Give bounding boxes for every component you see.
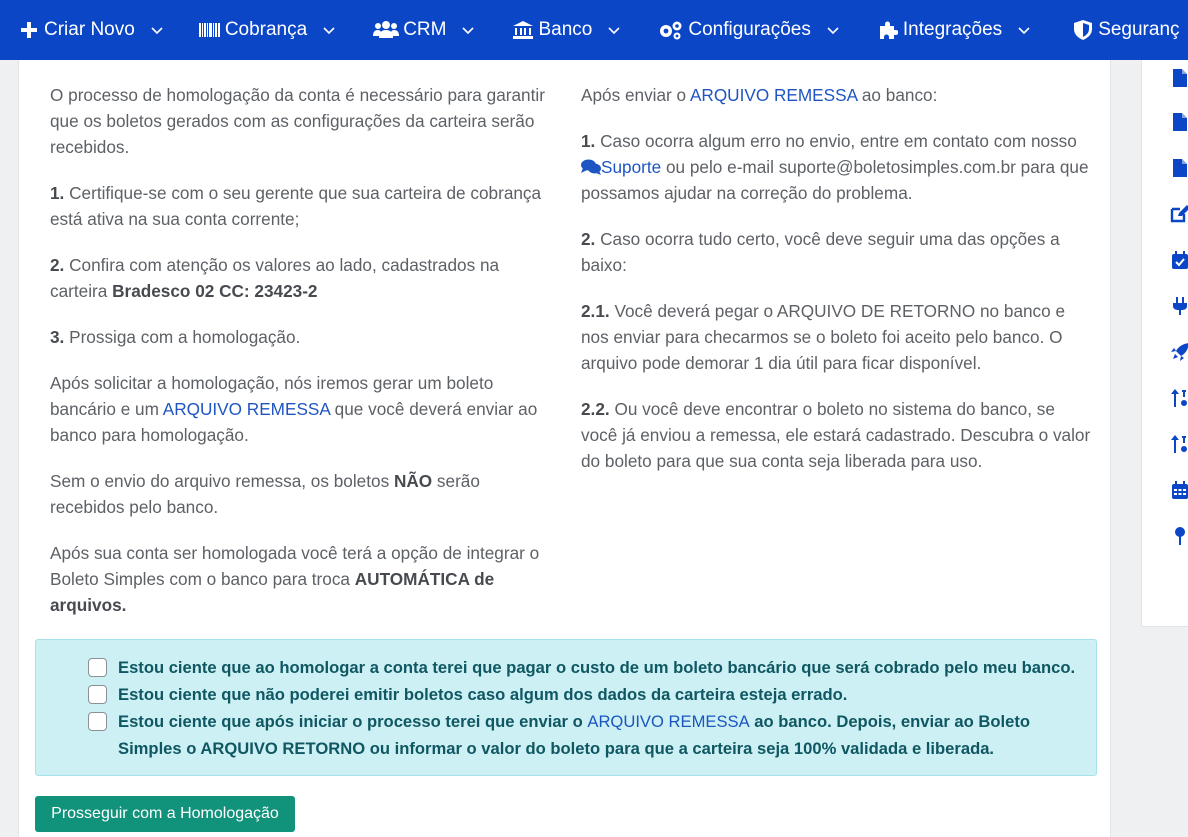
text: Caso ocorra tudo certo, você deve seguir uma das opções a baixo:: [581, 229, 1060, 275]
file-icon[interactable]: [1170, 158, 1188, 178]
text: Após enviar o: [581, 85, 690, 105]
nav-label: Integrações: [902, 19, 1003, 40]
map-pin-icon[interactable]: [1170, 526, 1188, 546]
nav-label: Cobrança: [224, 19, 308, 40]
suporte-label: Suporte: [601, 157, 662, 177]
sort-numeric-icon[interactable]: [1170, 388, 1188, 408]
text: Após solicitar a homologação, nós iremos gerar um boleto bancário e um: [50, 373, 494, 419]
text: Sem o envio do arquivo remessa, os boletos: [50, 471, 394, 491]
proceed-homologation-button[interactable]: Prosseguir com a Homologação: [35, 796, 295, 832]
arquivo-remessa-link[interactable]: ARQUIVO REMESSA: [162, 399, 330, 419]
step-number: 2.: [581, 229, 596, 249]
shield-icon: [1072, 19, 1094, 41]
text: Você deverá pegar o ARQUIVO DE RETORNO no banco e nos enviar para checarmos se o boleto foi aceito pelo banco. O arquivo pode demorar 1 dia útil para ficar disponível.: [581, 301, 1066, 373]
edit-icon[interactable]: [1170, 204, 1188, 224]
left-column: [50, 82, 555, 638]
step-2-2: [581, 396, 1091, 474]
text: ao banco:: [857, 85, 938, 105]
right-sidebar: [1141, 60, 1188, 627]
ack-row-3: [88, 708, 1078, 762]
puzzle-icon: [877, 19, 899, 41]
nav-label: Seguranç: [1098, 19, 1180, 40]
nav-criar-novo[interactable]: [18, 0, 163, 60]
nav-integracoes[interactable]: [877, 0, 1030, 60]
chevron-down-icon: [462, 24, 474, 36]
text: ao banco. Depois, enviar ao Boleto Simples o ARQUIVO RETORNO ou informar o valor do boleto para que a carteira seja 100% validada e liberada.: [118, 712, 1030, 758]
chevron-down-icon: [151, 24, 163, 36]
acknowledgement-alert: [35, 639, 1097, 776]
step-2-1: [581, 298, 1091, 376]
ack-checkbox-2[interactable]: [88, 685, 107, 704]
step-number: 2.: [50, 255, 65, 275]
step-number: 2.1.: [581, 301, 610, 321]
text: Caso ocorra algum erro no envio, entre em contato com nosso: [595, 131, 1077, 151]
automatic-text: AUTOMÁTICA de arquivos.: [50, 569, 495, 615]
after-send-paragraph: [581, 82, 1091, 108]
plug-icon[interactable]: [1170, 296, 1188, 316]
wallet-name: Bradesco 02 CC: 23423-2: [112, 281, 318, 301]
homologation-card: [18, 60, 1111, 837]
warning-paragraph: [50, 468, 555, 520]
step-text: Prossiga com a homologação.: [64, 327, 301, 347]
nav-label: Criar Novo: [44, 19, 135, 40]
ack-row-2: [88, 681, 1078, 708]
text: serão recebidos pelo banco.: [50, 471, 480, 517]
text: Ou você deve encontrar o boleto no sistema do banco, se você já enviou a remessa, ele estará cadastrado. Descubra o valor do boleto para que sua conta seja liberada para uso.: [581, 399, 1091, 471]
text: Estou ciente que após iniciar o processo terei que enviar o: [118, 712, 588, 731]
step-1: [50, 180, 555, 232]
plus-icon: [18, 19, 40, 41]
top-navbar: [0, 0, 1188, 60]
text: ou pelo e-mail suporte@boletosimples.com.br para que possamos ajudar na correção do problema.: [581, 157, 1089, 203]
file-icon[interactable]: [1170, 112, 1188, 132]
step-number: 3.: [50, 327, 65, 347]
nao-text: NÃO: [393, 471, 433, 491]
nav-configuracoes[interactable]: [658, 0, 839, 60]
ack-row-1: [88, 654, 1078, 681]
barcode-icon: [199, 19, 221, 41]
step-2: [581, 226, 1091, 278]
users-icon: [373, 19, 399, 41]
text: que você deverá enviar ao banco para homologação.: [50, 399, 538, 445]
step-text: Certifique-se com o seu gerente que sua carteira de cobrança está ativa na sua conta corrente;: [50, 183, 542, 229]
ack-checkbox-3[interactable]: [88, 712, 107, 731]
text: Após sua conta ser homologada você terá a opção de integrar o Boleto Simples com o banco para troca: [50, 543, 540, 589]
suporte-link[interactable]: [581, 157, 661, 177]
arquivo-remessa-link[interactable]: ARQUIVO REMESSA: [689, 85, 858, 105]
step-number: 1.: [581, 131, 596, 151]
remessa-paragraph: [50, 370, 555, 448]
nav-seguranca[interactable]: [1072, 0, 1179, 60]
step-number: 1.: [50, 183, 65, 203]
nav-crm[interactable]: [373, 0, 474, 60]
intro-paragraph: O processo de homologação da conta é necessário para garantir que os boletos gerados com as configurações da carteira serão recebidos.: [50, 85, 545, 157]
chevron-down-icon: [827, 24, 839, 36]
arquivo-remessa-link[interactable]: ARQUIVO REMESSA: [587, 712, 750, 731]
file-icon[interactable]: [1170, 68, 1188, 88]
cogs-icon: [658, 19, 684, 41]
nav-label: Banco: [538, 19, 593, 40]
chevron-down-icon: [323, 24, 335, 36]
step-text: Confira com atenção os valores ao lado, cadastrados na carteira: [50, 255, 500, 301]
integration-paragraph: [50, 540, 555, 618]
step-3: [50, 324, 555, 350]
right-column: [581, 82, 1091, 494]
nav-label: Configurações: [688, 19, 811, 40]
chevron-down-icon: [1018, 24, 1030, 36]
ack-checkbox-1[interactable]: [88, 658, 107, 677]
bank-icon: [512, 19, 534, 41]
step-number: 2.2.: [581, 399, 610, 419]
ack-label-2: Estou ciente que não poderei emitir boletos caso algum dos dados da carteira esteja errado.: [118, 685, 848, 704]
chevron-down-icon: [608, 24, 620, 36]
ack-label-1: Estou ciente que ao homologar a conta terei que pagar o custo de um boleto bancário que será cobrado pelo meu banco.: [118, 658, 1076, 677]
step-2: [50, 252, 555, 304]
sort-numeric-icon[interactable]: [1170, 434, 1188, 454]
nav-cobranca[interactable]: [199, 0, 335, 60]
nav-label: CRM: [403, 19, 447, 40]
ack-label-3: [118, 708, 1078, 762]
rocket-icon[interactable]: [1170, 342, 1188, 362]
calendar-check-icon[interactable]: [1170, 250, 1188, 270]
step-1: [581, 128, 1091, 206]
comments-icon: [581, 156, 601, 172]
nav-banco[interactable]: [512, 0, 620, 60]
calendar-icon[interactable]: [1170, 480, 1188, 500]
